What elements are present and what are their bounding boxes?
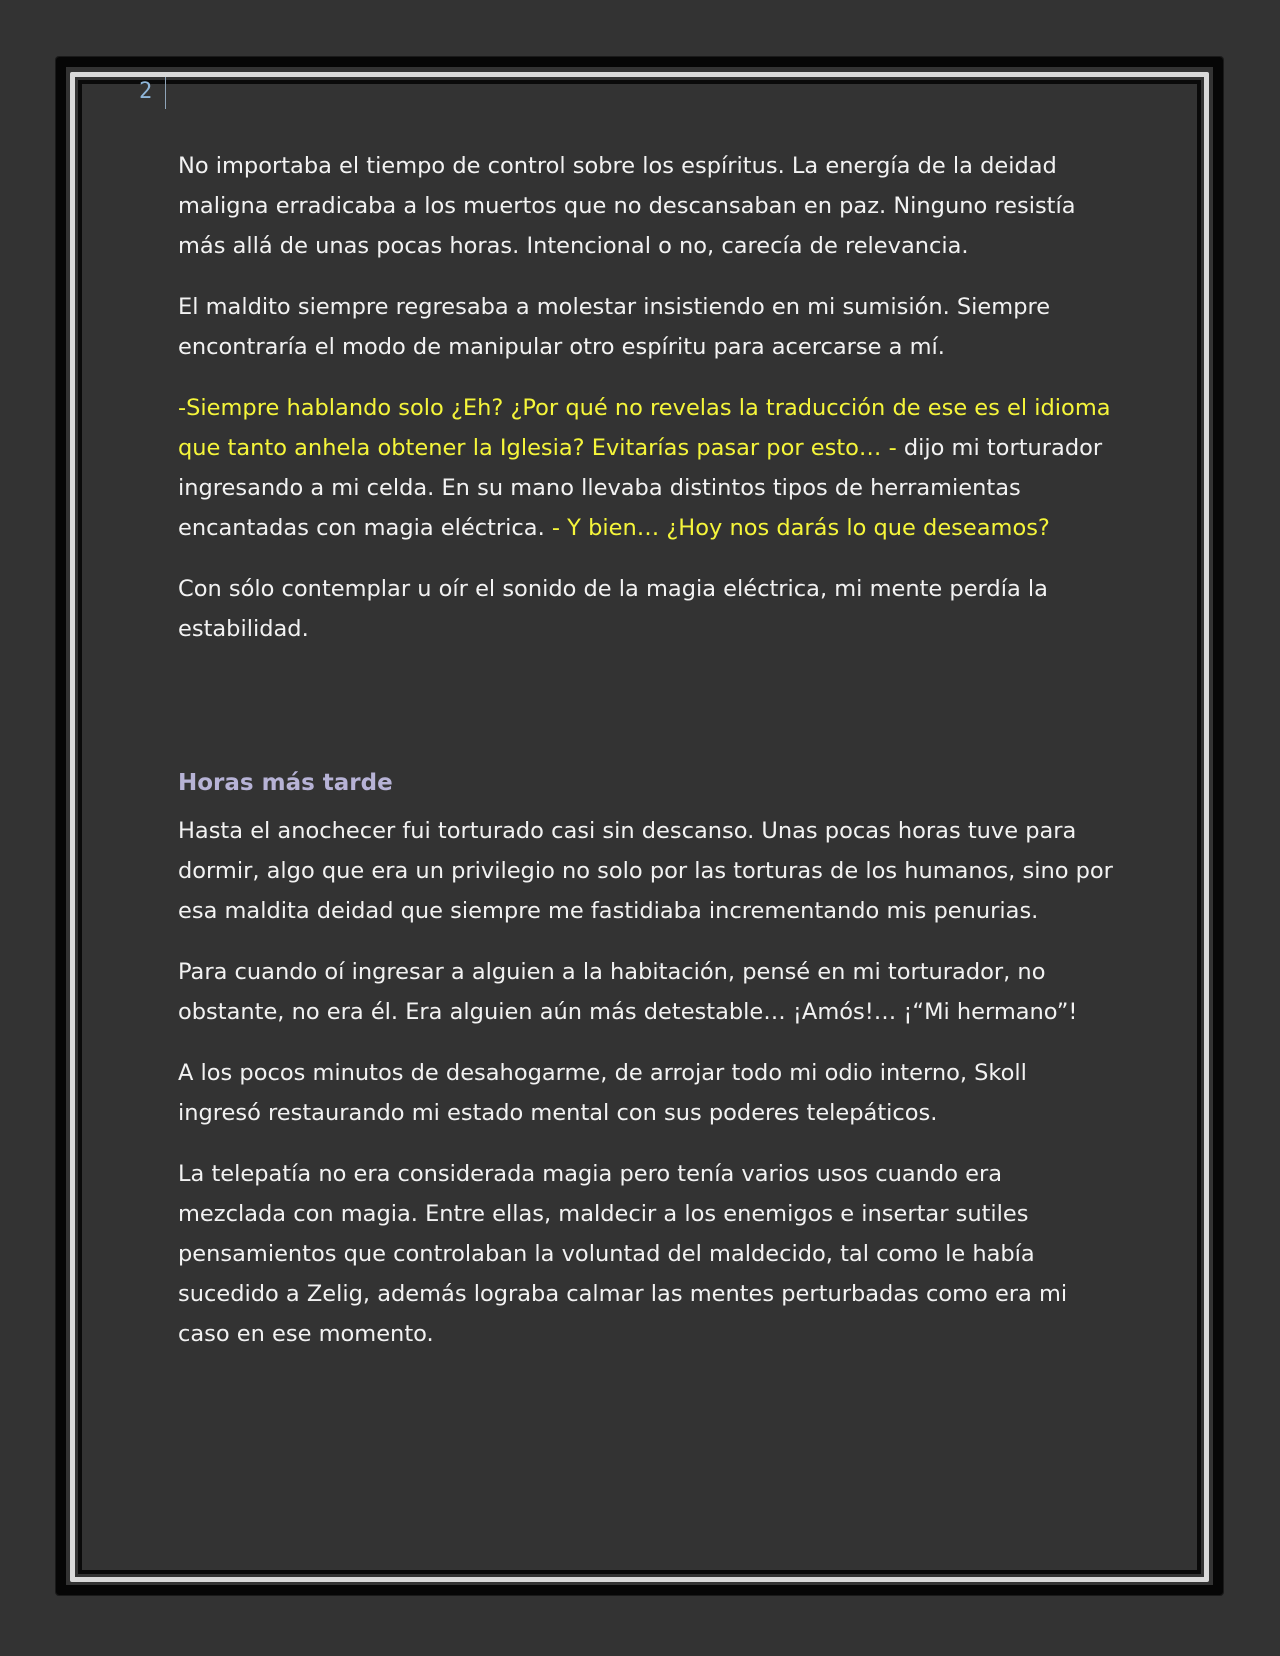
paragraph-7: A los pocos minutos de desahogarme, de arrojar todo mi odio interno, Skoll ingresó restaurando mi estado mental con sus poderes telepáticos. [178,1060,1027,1126]
paragraph-6: Para cuando oí ingresar a alguien a la habitación, pensé en mi torturador, no obstante, no era él. Era alguien aún más detestable… ¡Amós!… ¡“Mi hermano”! [178,959,1078,1025]
dialogue-text: - Y bien… ¿Hoy nos darás lo que deseamos? [551,515,1050,541]
page-number: 2 [139,79,153,104]
page-number-divider [165,77,166,109]
page-body [178,146,1113,1375]
paragraph-8: La telepatía no era considerada magia pero tenía varios usos cuando era mezclada con magia. Entre ellas, maldecir a los enemigos e insertar sutiles pensamientos que controlaban la voluntad del maldecido, tal como le había sucedido a Zelig, además lograba calmar las mentes perturbadas como era mi caso en ese momento. [178,1161,1068,1347]
paragraph-4: Con sólo contemplar u oír el sonido de la magia eléctrica, mi mente perdía la estabilidad. [178,576,1048,642]
paragraph-1: No importaba el tiempo de control sobre los espíritus. La energía de la deidad maligna erradicaba a los muertos que no descansaban en paz. Ninguno resistía más allá de unas pocas horas. Intencional o no, carecía de relevancia. [178,153,1076,259]
paragraph-3 [178,388,1113,548]
paragraph-2: El maldito siempre regresaba a molestar insistiendo en mi sumisión. Siempre encontraría el modo de manipular otro espíritu para acercarse a mí. [178,294,1051,360]
section-break [178,670,1113,763]
section-heading: Horas más tarde [178,770,393,796]
dialogue-text: -Siempre hablando solo ¿Eh? ¿Por qué no revelas la traducción de ese es el idioma que tanto anhela obtener la Iglesia? Evitarías pasar por esto… - [178,395,1111,461]
narration-text: dijo mi torturador ingresando a mi celda. En su mano llevaba distintos tipos de herramientas encantadas con magia eléctrica. [178,435,1103,541]
paragraph-5: Hasta el anochecer fui torturado casi sin descanso. Unas pocas horas tuve para dormir, algo que era un privilegio no solo por las torturas de los humanos, sino por esa maldita deidad que siempre me fastidiaba incrementando mis penurias. [178,818,1113,924]
